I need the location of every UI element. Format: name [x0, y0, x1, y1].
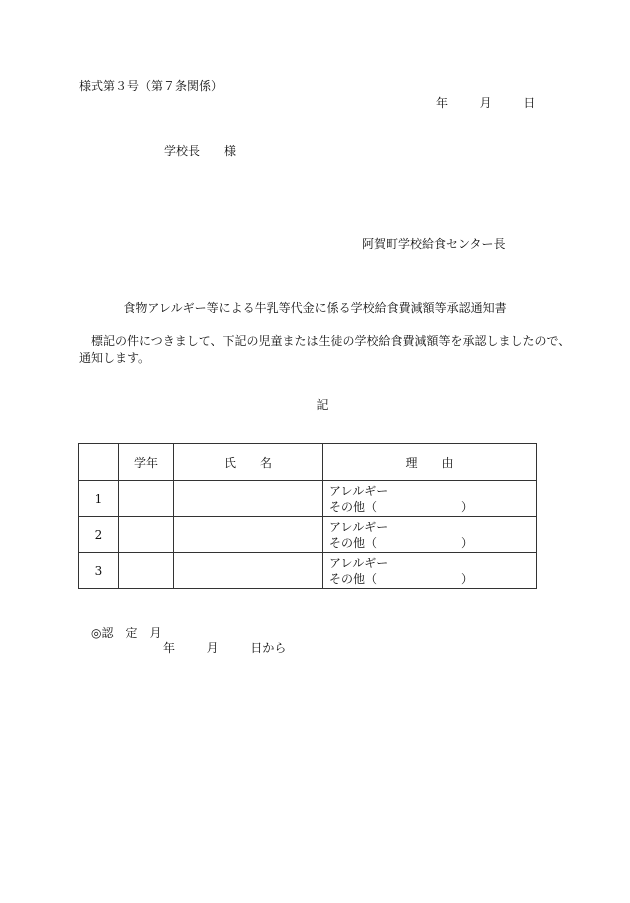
table-row	[79, 481, 537, 517]
reason-allergy: アレルギー	[329, 483, 389, 498]
grade-cell[interactable]	[119, 481, 174, 517]
addressee: 学校長 様	[164, 144, 237, 158]
body-sentence: 標記の件につきまして、下記の児童または生徒の学校給食費減額等を承認しましたので、通知します。	[79, 334, 571, 365]
grade-cell[interactable]	[119, 553, 174, 589]
reason-allergy: アレルギー	[329, 519, 389, 534]
ki-heading: 記	[316, 398, 329, 412]
date-day-label: 日	[523, 96, 536, 110]
body-text	[79, 333, 579, 367]
date-month-label: 月	[479, 96, 492, 110]
row-number: 3	[79, 553, 119, 589]
reason-other-label: その他（	[329, 535, 378, 550]
reason-other-close: ）	[461, 571, 474, 586]
reason-other-close: ）	[461, 499, 474, 514]
document-title: 食物アレルギー等による牛乳等代金に係る学校給食費減額等承認通知書	[123, 301, 507, 315]
name-cell[interactable]	[174, 553, 323, 589]
date-year-label: 年	[436, 96, 449, 110]
reason-other-label: その他（	[329, 499, 378, 514]
reason-other	[329, 535, 536, 551]
header-grade: 学年	[119, 444, 174, 481]
row-number: 2	[79, 517, 119, 553]
table-header-row	[79, 444, 537, 481]
reason-cell[interactable]	[323, 517, 537, 553]
approval-month-unit: 月	[206, 641, 219, 655]
table-row	[79, 553, 537, 589]
reason-other-label: その他（	[329, 571, 378, 586]
row-number: 1	[79, 481, 119, 517]
approval-year-label: 年	[163, 641, 176, 655]
reason-cell[interactable]	[323, 481, 537, 517]
reason-cell[interactable]	[323, 553, 537, 589]
name-cell[interactable]	[174, 481, 323, 517]
approval-date	[163, 640, 286, 656]
approval-day-from: 日から	[250, 641, 287, 655]
student-table	[78, 443, 537, 589]
reason-allergy: アレルギー	[329, 555, 389, 570]
sender: 阿賀町学校給食センター長	[362, 237, 506, 251]
header-no	[79, 444, 119, 481]
reason-other	[329, 571, 536, 587]
issue-date	[436, 95, 535, 111]
form-number: 様式第３号（第７条関係）	[79, 79, 224, 93]
header-reason: 理 由	[323, 444, 537, 481]
reason-other-close: ）	[461, 535, 474, 550]
approval-month-label: ◎認 定 月	[91, 626, 162, 640]
table-row	[79, 517, 537, 553]
reason-other	[329, 499, 536, 515]
grade-cell[interactable]	[119, 517, 174, 553]
name-cell[interactable]	[174, 517, 323, 553]
header-name: 氏 名	[174, 444, 323, 481]
